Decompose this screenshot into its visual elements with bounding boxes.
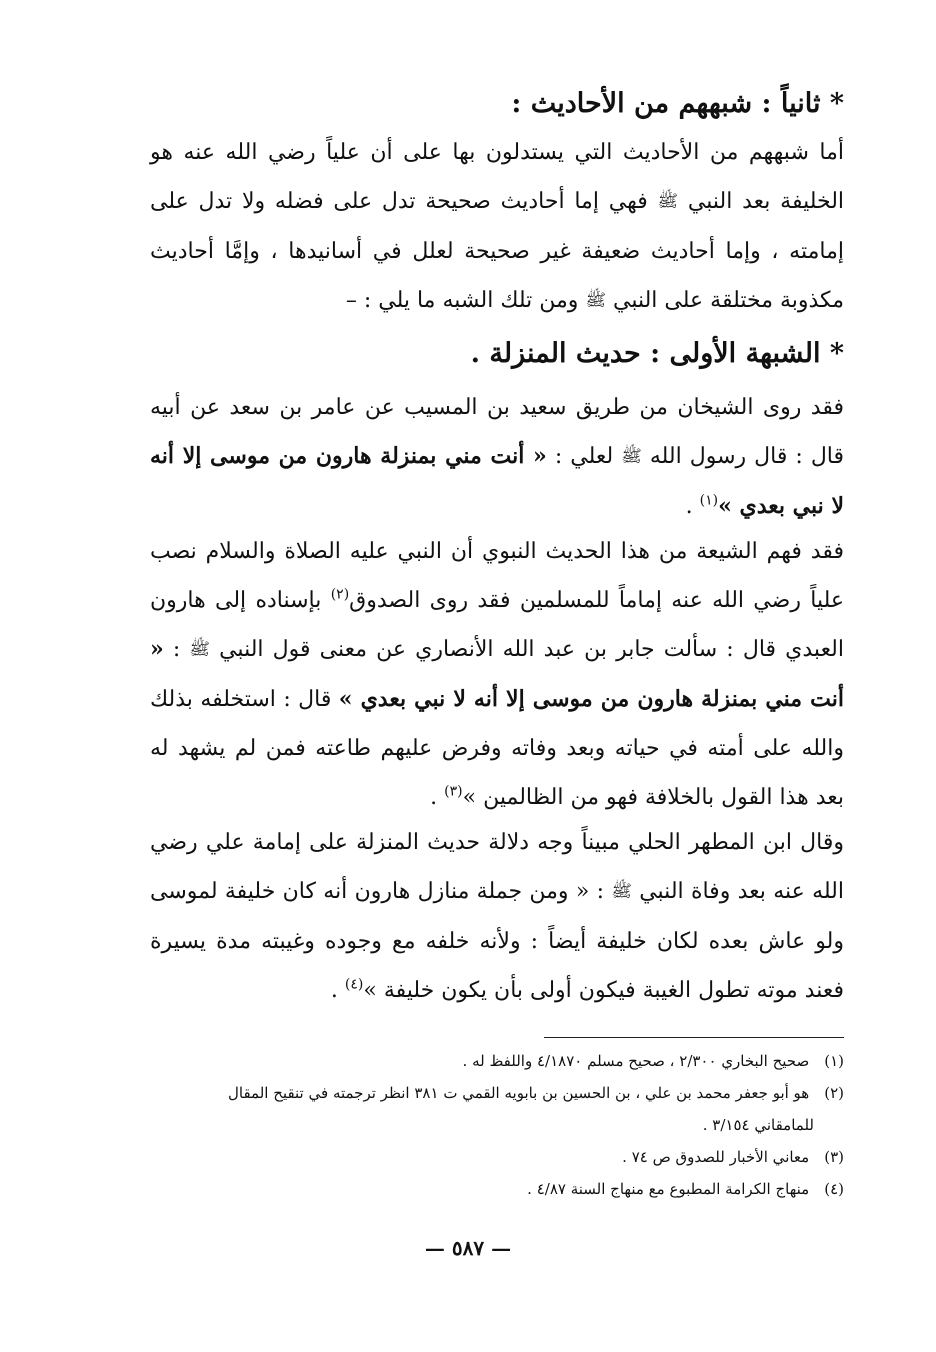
footnote-ref-1: (١) — [699, 492, 719, 509]
footnote-divider — [544, 1037, 844, 1038]
shia-understanding-paragraph — [150, 527, 844, 822]
footnote-text: معاني الأخبار للصدوق ص ٧٤ . — [622, 1148, 810, 1166]
shia-text-b: بإسناده إلى هارون العبدي قال : سألت جابر بن عبد الله الأنصاري عن معنى قول النبي — [150, 588, 844, 662]
shia-end: . — [430, 784, 438, 810]
footnote-ref-3: (٣) — [444, 783, 463, 800]
section-heading: * ثانياً : شبههم من الأحاديث : — [511, 88, 844, 119]
salutation-glyph: ﷺ — [611, 881, 632, 902]
footnote-text: للمامقاني ٣/١٥٤ . — [702, 1116, 814, 1134]
shia-text-c: : — [172, 637, 181, 662]
salutation-glyph: ﷺ — [657, 191, 679, 212]
footnote-number: (١) — [824, 1052, 844, 1070]
hilli-end: . — [330, 977, 338, 1003]
footnotes — [144, 1045, 844, 1205]
footnote-number: (٣) — [824, 1148, 844, 1166]
intro-paragraph — [150, 128, 844, 325]
footnote-text: هو أبو جعفر محمد بن علي ، بن الحسين بن بابويه القمي ت ٣٨١ انظر ترجمته في تنقيح المقال — [228, 1084, 810, 1102]
salutation-glyph: ﷺ — [621, 446, 642, 467]
shia-quote: « أنت مني بمنزلة هارون من موسى إلا أنه لا نبي بعدي » — [150, 636, 844, 712]
hadith-text-a: فقد روى الشيخان من طريق سعيد بن المسيب عن عامر بن سعد عن أبيه قال : قال رسول الله — [150, 395, 845, 469]
shubha-heading: * الشبهة الأولى : حديث المنزلة . — [470, 338, 844, 369]
footnote-1 — [144, 1045, 844, 1077]
intro-text-2: فهي إما أحاديث صحيحة تدل على فضله ولا تدل على إمامته ، وإما أحاديث ضعيفة غير صحيحة لعلل في أسانيدها ، وإمَّا أحاديث مكذوبة مختلقة على النبي — [150, 189, 844, 313]
hilli-paragraph — [150, 818, 844, 1015]
footnote-text: صحيح البخاري ٢/٣٠٠ ، صحيح مسلم ٤/١٨٧٠ واللفظ له . — [462, 1052, 810, 1070]
shia-text-d: قال : استخلفه بذلك والله على أمته في حياته وبعد وفاته وفرض عليهم طاعته فمن لم يشهد له بعد هذا القول بالخلافة فهو من الظالمين » — [150, 686, 844, 810]
footnote-ref-2: (٢) — [330, 586, 350, 603]
intro-text-3: ومن تلك الشبه ما يلي : – — [345, 287, 579, 313]
footnote-ref-4: (٤) — [344, 976, 364, 993]
footnote-number: (٢) — [824, 1084, 844, 1102]
hadith-text-b: لعلي : — [554, 444, 614, 469]
intro-text-1: أما شبههم من الأحاديث التي يستدلون بها على أن علياً رضي الله عنه هو الخليفة بعد النبي — [150, 140, 845, 214]
footnote-text: منهاج الكرامة المطبوع مع منهاج السنة ٤/٨٧ . — [527, 1180, 810, 1198]
footnote-4 — [144, 1173, 844, 1205]
hilli-text-a: وقال ابن المطهر الحلي مبيناً وجه دلالة حديث المنزلة على إمامة علي رضي الله عنه بعد وفاة النبي — [150, 830, 844, 904]
footnote-number: (٤) — [824, 1180, 844, 1198]
footnote-2-continuation — [144, 1109, 844, 1141]
salutation-glyph: ﷺ — [189, 639, 210, 660]
footnote-3 — [144, 1141, 844, 1173]
page-number: — ٥٨٧ — — [424, 1236, 512, 1260]
hilli-text-b: : « ومن جملة منازل هارون أنه كان خليفة لموسى ولو عاش بعده لكان خليفة أيضاً : ولأنه خلفه مع وجوده وغيبته مدة يسيرة فعند موته تطول الغيبة فيكون أولى بأن يكون خليفة » — [150, 879, 844, 1003]
hadith-paragraph — [150, 383, 844, 531]
salutation-glyph: ﷺ — [585, 290, 606, 310]
shia-text-a: فقد فهم الشيعة من هذا الحديث النبوي أن النبي عليه الصلاة والسلام نصب علياً رضي الله عنه إماماً للمسلمين فقد روى الصدوق — [150, 539, 844, 613]
hadith-quote: « أنت مني بمنزلة هارون من موسى إلا أنه لا نبي بعدي » — [150, 443, 844, 519]
hadith-end: . — [685, 493, 693, 519]
footnote-2 — [144, 1077, 844, 1109]
